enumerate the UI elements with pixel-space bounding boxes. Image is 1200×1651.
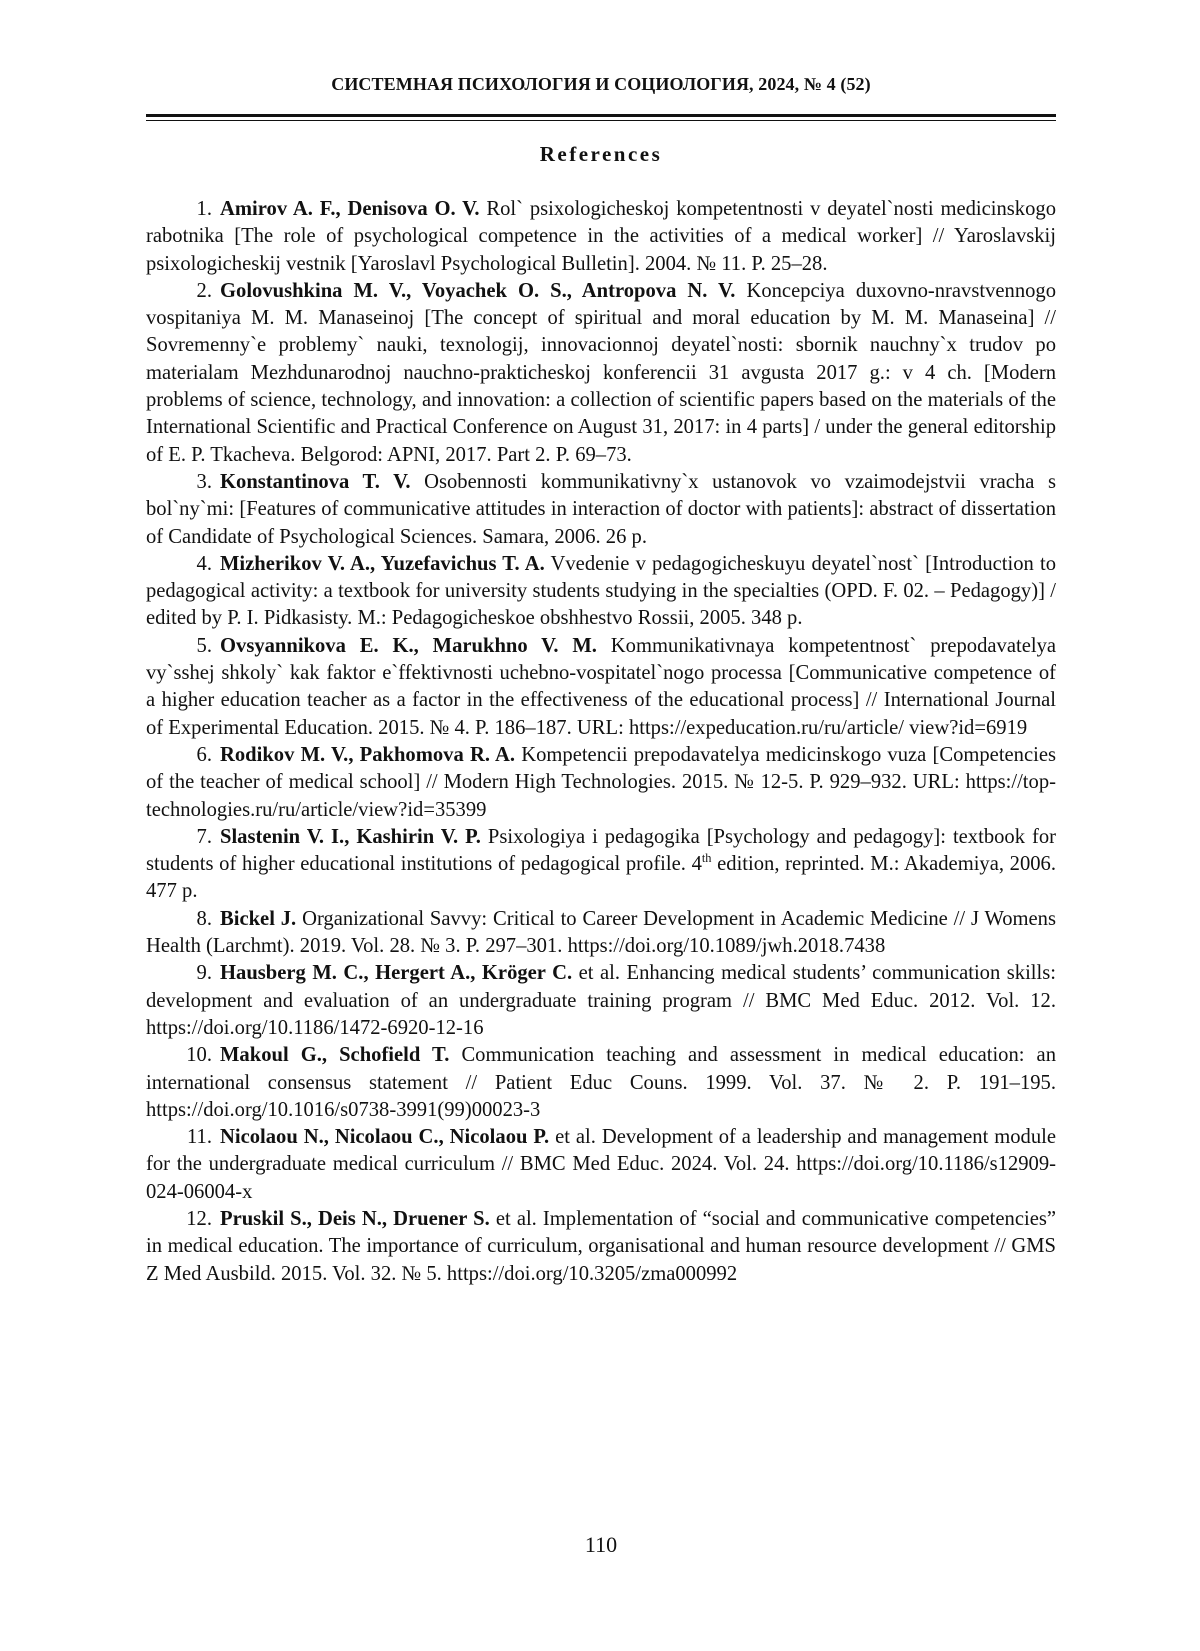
- reference-authors: Nicolaou N., Nicolaou C., Nicolaou P.: [220, 1126, 550, 1149]
- ordinal-superscript: th: [701, 851, 712, 866]
- reference-text: Vvedenie v pedagogicheskuyu deyatel`nost` [Introduction to pedagogical activity: a textbook for university students studying in the specialties (OPD. F. 02. – Pedagogy)] / edited by P. I. Pidkasisty. M.: Pedagogicheskoe obshhestvo Rossii, 2005. 348 p.: [146, 552, 1056, 630]
- header-rule-thick: [146, 114, 1056, 117]
- references-title: References: [539, 142, 663, 166]
- reference-number: 6.: [196, 743, 212, 766]
- reference-text: Kompetencii prepodavatelya medicinskogo vuza [Competencies of the teacher of medical school] // Modern High Technologies. 2015. № 12-5. P. 929–932. URL: https://top-technologies.ru/ru/article/view?id=35399: [146, 743, 1056, 821]
- reference-item-12: [146, 1206, 1056, 1288]
- reference-text: et al. Implementation of “social and communicative competencies” in medical education. The importance of curriculum, organisational and human resource development // GMS Z Med Ausbild. 2015. Vol. 32. № 5. https://doi.org/10.3205/zma000992: [146, 1207, 1056, 1285]
- reference-item-9: [146, 960, 1056, 1042]
- reference-number: 11.: [187, 1126, 212, 1149]
- reference-number: 10.: [186, 1044, 212, 1067]
- page-number: 110: [584, 1532, 618, 1557]
- reference-number: 5.: [196, 634, 212, 657]
- reference-number: 7.: [196, 825, 212, 848]
- reference-item-7: [146, 824, 1056, 906]
- reference-number: 1.: [196, 198, 212, 220]
- reference-authors: Golovushkina M. V., Voyachek O. S., Antropova N. V.: [220, 279, 736, 302]
- reference-number: 12.: [186, 1207, 212, 1230]
- reference-item-6: [146, 742, 1056, 824]
- reference-text: Rol` psixologicheskoj kompetentnosti v deyatel`nosti medicinskogo rabotnika [The role of psychological competence in the activities of a medical worker] // Yaroslavskij psixologicheskij vestnik [Yaroslavl Psychological Bulletin]. 2004. № 11. P. 25–28.: [146, 198, 1056, 275]
- reference-authors: Rodikov M. V., Pakhomova R. A.: [220, 743, 516, 766]
- reference-authors: Ovsyannikova E. K., Marukhno V. M.: [220, 634, 597, 657]
- reference-text: Psixologiya i pedagogika [Psychology and pedagogy]: textbook for students of higher educational institutions of pedagogical profile. 4: [146, 825, 1056, 876]
- reference-authors: Amirov A. F., Denisova O. V.: [220, 198, 480, 220]
- reference-authors: Hausberg M. C., Hergert A., Kröger C.: [220, 962, 573, 985]
- reference-text: Communication teaching and assessment in medical education: an international consensus statement // Patient Educ Couns. 1999. Vol. 37. № 2. P. 191–195. https://doi.org/10.1016/s0738-3991(99)00023-3: [146, 1044, 1056, 1121]
- reference-authors: Makoul G., Schofield T.: [220, 1044, 450, 1067]
- reference-text: Koncepciya duxovno-nravstvennogo vospitaniya M. M. Manaseinoj [The concept of spiritual and moral education by M. M. Manaseina] // Sovremenny`e problemy` nauki, texnologij, innovacionnoj deyatel`nosti: sbornik nauchny`x trudov po materialam Mezhdunarodnoj nauchno-prakticheskoj konferencii 31 avgusta 2017 g.: v 4 ch. [Modern problems of science, technology, and innovation: a collection of scientific papers based on the materials of the International Scientific and Practical Conference on August 31, 2017: in 4 parts] / under the general editorship of E. P. Tkacheva. Belgorod: APNI, 2017. Part 2. P. 69–73.: [146, 279, 1057, 466]
- reference-text: Organizational Savvy: Critical to Career Development in Academic Medicine // J Womens Health (Larchmt). 2019. Vol. 28. № 3. P. 297–301. https://doi.org/10.1089/jwh.2018.7438: [146, 907, 1056, 958]
- reference-number: 8.: [196, 907, 212, 930]
- reference-item-3: [146, 469, 1056, 551]
- reference-number: 2.: [196, 279, 212, 302]
- reference-item-8: [146, 906, 1056, 961]
- reference-authors: Slastenin V. I., Kashirin V. P.: [220, 825, 481, 848]
- reference-item-2: [146, 278, 1056, 469]
- reference-text: Osobennosti kommunikativny`x ustanovok vo vzaimodejstvii vracha s bol`ny`mi: [Features of communicative attitudes in interaction of doctor with patients]: abstract of dissertation of Candidate of Psychological Sciences. Samara, 2006. 26 p.: [146, 470, 1056, 548]
- reference-authors: Mizherikov V. A., Yuzefavichus T. A.: [220, 552, 545, 575]
- reference-item-4: [146, 551, 1056, 633]
- references-list: [146, 196, 1056, 1288]
- running-header: СИСТЕМНАЯ ПСИХОЛОГИЯ И СОЦИОЛОГИЯ, 2024, № 4 (52): [331, 74, 871, 94]
- reference-item-10: [146, 1042, 1056, 1124]
- reference-text: et al. Enhancing medical students’ communication skills: development and evaluation of an undergraduate training program // BMC Med Educ. 2012. Vol. 12. https://doi.org/10.1186/1472-6920-12-16: [146, 962, 1056, 1039]
- reference-authors: Bickel J.: [220, 907, 297, 930]
- reference-text: Kommunikativnaya kompetentnost` prepodavatelya vy`sshej shkoly` kak faktor e`ffektivnosti uchebno-vospitatel`nogo processa [Communicative competence of a higher education teacher as a factor in the effectiveness of the educational process] // International Journal of Experimental Education. 2015. № 4. P. 186–187. URL: https://expeducation.ru/ru/article/ view?id=6919: [146, 634, 1057, 739]
- reference-text: et al. Development of a leadership and management module for the undergraduate medical curriculum // BMC Med Educ. 2024. Vol. 24. https://doi.org/10.1186/s12909-024-06004-x: [146, 1126, 1056, 1203]
- reference-item-5: [146, 633, 1056, 742]
- reference-authors: Konstantinova T. V.: [220, 470, 411, 493]
- reference-number: 4.: [196, 552, 212, 575]
- reference-number: 3.: [196, 470, 212, 493]
- header-rule-thin: [146, 120, 1056, 121]
- reference-text-after: edition, reprinted. M.: Akademiya, 2006. 477 p.: [146, 853, 1056, 903]
- reference-authors: Pruskil S., Deis N., Druener S.: [220, 1207, 490, 1230]
- reference-item-11: [146, 1124, 1056, 1206]
- reference-number: 9.: [196, 962, 212, 985]
- reference-item-1: [146, 196, 1056, 278]
